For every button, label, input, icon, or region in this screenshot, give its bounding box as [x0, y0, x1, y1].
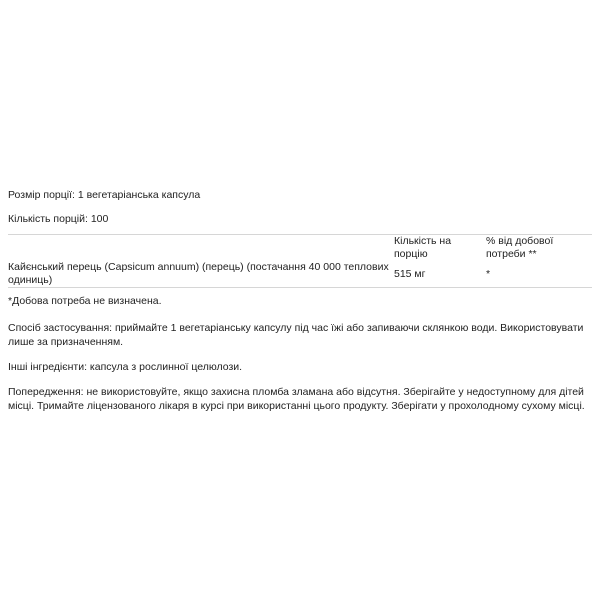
serving-size: Розмір порції: 1 вегетаріанська капсула — [8, 189, 201, 201]
servings-per-container: Кількість порцій: 100 — [8, 213, 109, 225]
table-row — [8, 261, 592, 287]
directions-text: Спосіб застосування: приймайте 1 вегетаріанську капсулу під час їжі або запиваючи склянкою води. Використовувати лише за призначенням. — [8, 322, 584, 348]
table-header-row — [8, 235, 592, 261]
other-ingredients-text: Інші інгредієнти: капсула з рослинної целюлози. — [8, 361, 243, 373]
supplement-facts — [8, 188, 592, 424]
warnings-text: Попередження: не використовуйте, якщо захисна пломба зламана або відсутня. Зберігайте у недоступному для дітей місці. Тримайте ліцензованого лікаря в курсі при використанні цього продукту. Зберігати у прохолодному сухому місці. — [8, 386, 585, 412]
ingredient-amount: 515 мг — [394, 267, 426, 280]
table-bottom-divider — [8, 287, 592, 288]
nutrition-table — [8, 235, 592, 287]
daily-value-footnote: *Добова потреба не визначена. — [8, 295, 162, 307]
ingredient-daily-value: * — [486, 267, 491, 280]
amount-column-header: Кількість на порцію — [394, 235, 452, 260]
ingredient-column-header — [8, 235, 394, 261]
daily-value-column-header: % від добової потреби ** — [486, 235, 554, 260]
ingredient-name: Кайєнський перець (Capsicum annuum) (перець) (постачання 40 000 теплових одиниць) — [8, 261, 389, 286]
